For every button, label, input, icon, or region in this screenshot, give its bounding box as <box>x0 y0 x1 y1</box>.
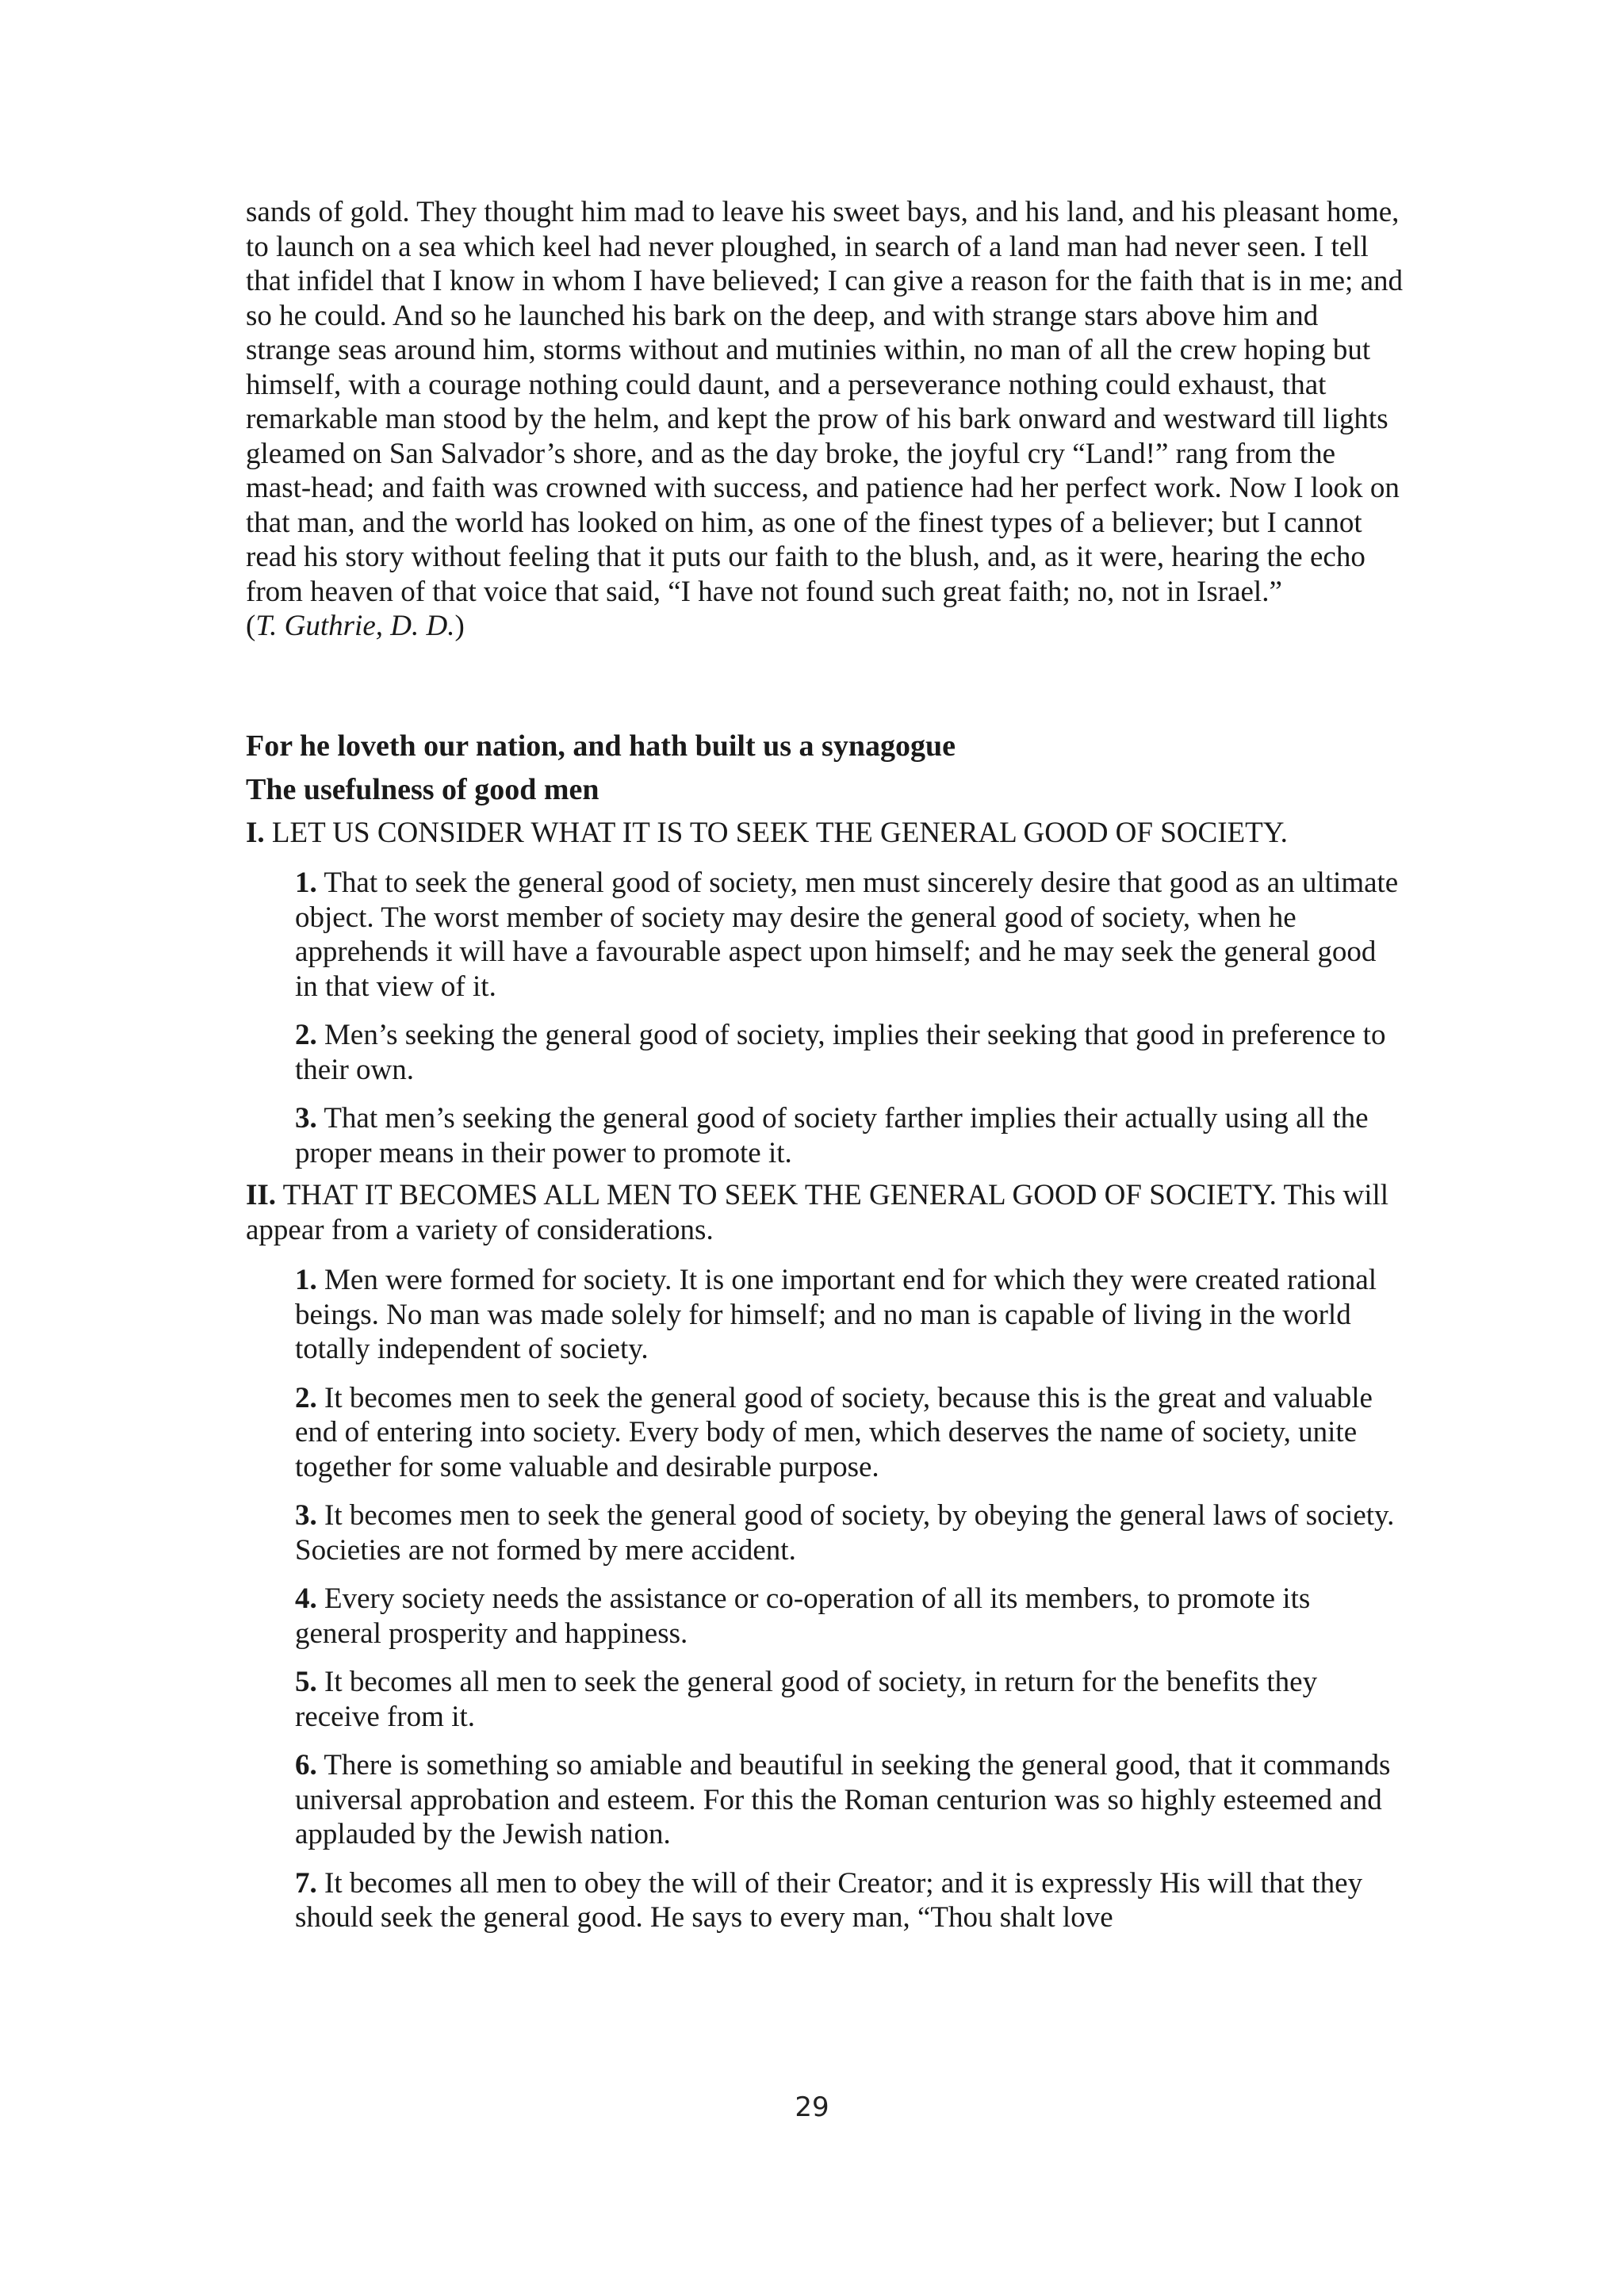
sub-point-number: 3. <box>295 1499 317 1532</box>
sub-point-number: 7. <box>295 1866 317 1900</box>
document-page <box>246 195 1404 1935</box>
point-text: LET US CONSIDER WHAT IT IS TO SEEK THE GENERAL GOOD OF SOCIETY. <box>264 816 1288 849</box>
sub-point-number: 2. <box>295 1019 317 1051</box>
intro-text: sands of gold. They thought him mad to leave his sweet bays, and his land, and his pleasant home, to launch on a sea which keel had never ploughed, in search of a land man had never seen. I tell that infidel that I know in whom I have believed; I can give a reason for the faith that is in me; and so he could. And so he launched his bark on the deep, and with strange stars above him and strange seas around him, storms without and mutinies within, no man of all the crew hoping but himself, with a courage nothing could daunt, and a perseverance nothing could exhaust, that remarkable man stood by the helm, and kept the prow of his bark onward and westward till lights gleamed on San Salvador’s shore, and as the day broke, the joyful cry “Land!” rang from the mast-head; and faith was crowned with success, and patience had her perfect work. Now I look on that man, and the world has looked on him, as one of the finest types of a believer; but I cannot read his story without feeling that it puts our faith to the blush, and, as it were, hearing the echo from heaven of that voice that said, “I have not found such great faith; no, not in Israel.” <box>246 196 1403 608</box>
sub-point <box>295 1263 1404 1367</box>
sub-point-text: There is something so amiable and beautiful in seeking the general good, that it commands universal approbation and esteem. For this the Roman centurion was so highly esteemed and applauded by the Jewish nation. <box>295 1749 1391 1850</box>
sub-point-text: Men were formed for society. It is one important end for which they were created rational beings. No man was made solely for himself; and no man is capable of living in the world totally independent of society. <box>295 1264 1377 1365</box>
point-text: THAT IT BECOMES ALL MEN TO SEEK THE GENERAL GOOD OF SOCIETY. This will appear from a variety of considerations. <box>246 1179 1389 1246</box>
sub-point-text: That men’s seeking the general good of society farther implies their actually using all the proper means in their power to promote it. <box>295 1102 1369 1169</box>
intro-paragraph <box>246 195 1404 644</box>
sub-point <box>295 1101 1404 1170</box>
sub-point-number: 1. <box>295 1264 317 1296</box>
sub-point <box>295 1866 1404 1935</box>
sub-point <box>295 1381 1404 1485</box>
citation: T. Guthrie, D. D. <box>255 610 455 642</box>
sub-point-text: It becomes all men to obey the will of their Creator; and it is expressly His will that they should seek the general good. He says to every man, “Thou shalt love <box>295 1866 1363 1934</box>
sub-point-text: It becomes men to seek the general good of society, because this is the great and valuable end of entering into society. Every body of men, which deserves the name of society, unite together for some valuable and desirable purpose. <box>295 1381 1373 1483</box>
sub-point-text: It becomes all men to seek the general good of society, in return for the benefits they receive from it. <box>295 1666 1318 1733</box>
citation-open: ( <box>246 610 256 642</box>
sub-point-number: 2. <box>295 1381 317 1414</box>
sub-point <box>295 866 1404 1004</box>
section-heading: For he loveth our nation, and hath built us a synagogue <box>246 729 956 763</box>
sub-point-number: 6. <box>295 1749 317 1781</box>
citation-close: ) <box>454 610 465 642</box>
sub-point <box>295 1018 1404 1087</box>
sub-point-text: It becomes men to seek the general good of society, by obeying the general laws of society. Societies are not formed by mere accident. <box>295 1499 1395 1567</box>
sub-point-text: Every society needs the assistance or co-operation of all its members, to promote its general prosperity and happiness. <box>295 1582 1311 1650</box>
sub-point <box>295 1498 1404 1567</box>
sub-point <box>295 1748 1404 1852</box>
point-number: I. <box>246 816 265 849</box>
sub-point <box>295 1665 1404 1734</box>
sub-point-text: Men’s seeking the general good of society, implies their seeking that good in preference to their own. <box>295 1019 1386 1086</box>
sub-point-number: 5. <box>295 1666 317 1698</box>
sub-point-number: 3. <box>295 1102 317 1135</box>
sub-point <box>295 1582 1404 1651</box>
sub-point-number: 4. <box>295 1582 317 1615</box>
point-2 <box>246 1178 1404 1247</box>
section-subheading: The usefulness of good men <box>246 773 599 806</box>
point-number: II. <box>246 1179 277 1211</box>
page-number: 29 <box>795 2091 829 2123</box>
sub-point-number: 1. <box>295 867 317 899</box>
point-1 <box>246 816 1404 851</box>
sub-point-text: That to seek the general good of society, men must sincerely desire that good as an ultimate object. The worst member of society may desire the general good of society, when he apprehends it will have a favourable aspect upon himself; and he may seek the general good in that view of it. <box>295 867 1399 1003</box>
